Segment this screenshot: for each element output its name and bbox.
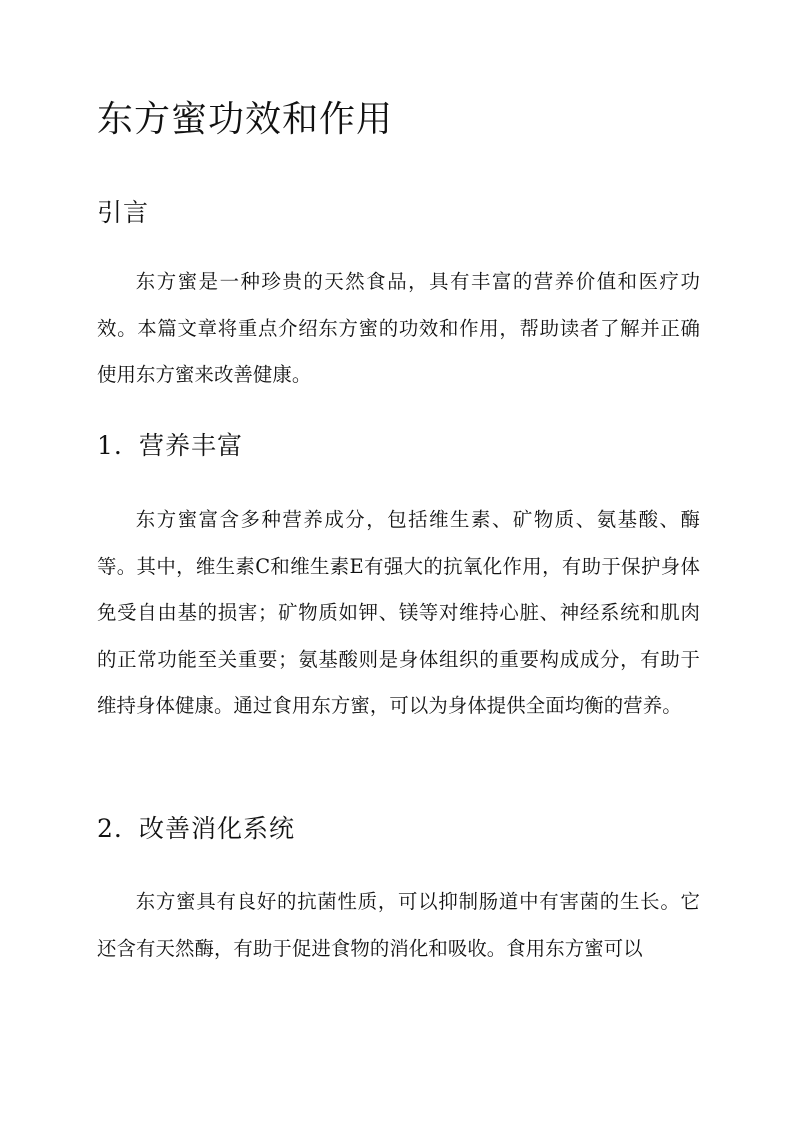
section-1-number: 1. (97, 431, 123, 460)
section-1-title: 营养丰富 (139, 431, 244, 460)
section-2-paragraph: 东方蜜具有良好的抗菌性质，可以抑制肠道中有害菌的生长。它还含有天然酶，有助于促进食物的消化和吸收。食用东方蜜可以 (97, 890, 700, 960)
section-2-heading (97, 812, 295, 846)
section-1-heading (97, 429, 243, 463)
document-title: 东方蜜功效和作用 (97, 99, 394, 140)
section-1-paragraph: 东方蜜富含多种营养成分，包括维生素、矿物质、氨基酸、酶等。其中，维生素C和维生素E有强大的抗氧化作用，有助于保护身体免受自由基的损害；矿物质如钾、镁等对维持心脏、神经系统和肌肉的正常功能至关重要；氨基酸则是身体组织的重要构成成分，有助于维持身体健康。通过食用东方蜜，可以为身体提供全面均衡的营养。 (97, 508, 700, 718)
section-2-title: 改善消化系统 (139, 814, 296, 843)
section-2-number: 2. (97, 814, 123, 843)
intro-heading: 引言 (97, 198, 150, 227)
intro-paragraph: 东方蜜是一种珍贵的天然食品，具有丰富的营养价值和医疗功效。本篇文章将重点介绍东方蜜的功效和作用，帮助读者了解并正确使用东方蜜来改善健康。 (97, 270, 700, 387)
